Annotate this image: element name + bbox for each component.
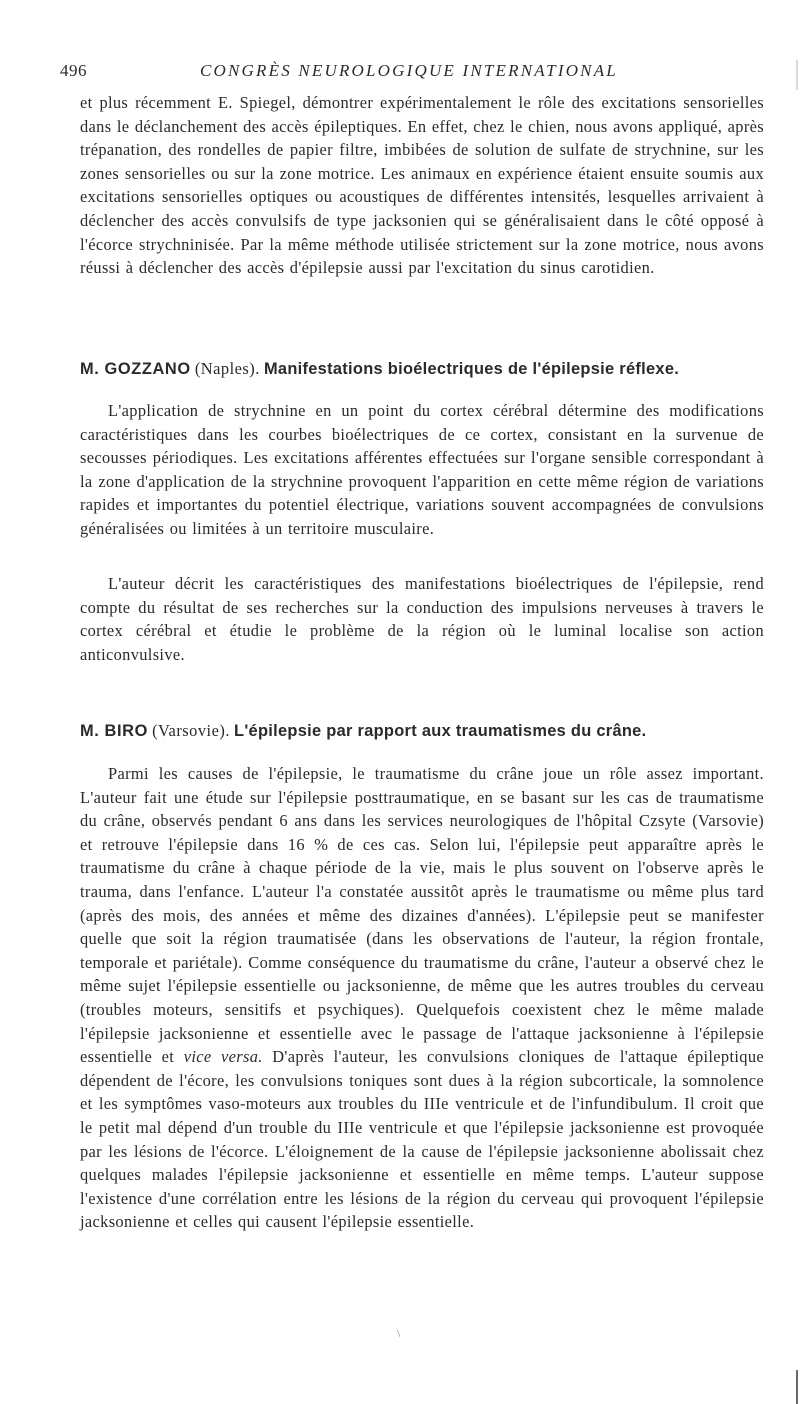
section-title: Manifestations bioélectriques de l'épilepsie réflexe. [263,360,680,378]
author-city: (Varsovie). [152,721,230,740]
section-title: L'épilepsie par rapport aux traumatismes du crâne. [234,722,647,740]
gozzano-paragraph-2: L'auteur décrit les caractéristiques des manifestations bioélectriques de l'épilepsie, rend compte du résultat de ses recherches sur la conduction des impulsions nerveuses à travers le cortex cérébral et étudie le problème de la région où le luminal localise son action anticonvulsive. [80,574,764,664]
section-heading-biro [80,719,770,743]
scan-edge-top [796,60,798,90]
intro-paragraph: et plus récemment E. Spiegel, démontrer expérimentalement le rôle des excitations sensorielles dans le déclanchement des accès épileptiques. En effet, chez le chien, nous avons appliqué, après trépanation, des rondelles de papier filtre, imbibées de solution de sulfate de strychnine, sur les zones sensorielles ou sur la zone motrice. Les animaux en expérience étaient ensuite soumis aux excitations sensorielles optiques ou acoustiques de différentes intensités, lesquelles arrivaient à déclencher des accès convulsifs de type jacksonien qui se généralisaient dans le côté opposé à l'écorce strychninisée. Par la même méthode utilisée strictement sur la zone motrice, nous avons réussi à déclencher des accès d'épilepsie aussi par l'excitation du sinus carotidien. [80,93,764,278]
page-number: 496 [60,61,87,80]
author-name: M. BIRO [80,722,148,740]
biro-paragraph [80,762,764,1234]
author-name: M. GOZZANO [80,360,191,378]
footer-mark: \ [397,1326,401,1340]
latin-phrase: vice versa. [183,1047,263,1067]
biro-text-part-1: Parmi les causes de l'épilepsie, le traumatisme du crâne joue un rôle assez important. L'auteur fait une étude sur l'épilepsie posttraumatique, en se basant sur les cas de traumatisme du crâne, observés pendant 6 ans dans les services neurologiques de l'hôpital Czsyte (Varsovie) et retrouve l'épilepsie dans 16 % de ces cas. Selon lui, l'épilepsie peut apparaître après le traumatisme du crâne à chaque période de la vie, mais le plus souvent on l'observe après le trauma, dans l'enfance. L'auteur l'a constatée aussitôt après le traumatisme ou même plus tard (après des mois, des années et même des dizaines d'années). L'épilepsie peut se manifester quelle que soit la région traumatisée (dans les observations de l'auteur, la région frontale, temporale et pariétale). Comme conséquence du traumatisme du crâne, l'auteur a observé chez le même sujet l'épilepsie essentielle ou jacksonienne, de même que les autres troubles du cerveau (troubles moteurs, sensitifs et psychiques). Quelquefois coexistent chez le même malade l'épilepsie jacksonienne et essentielle avec le passage de l'attaque jacksonienne à l'épilepsie essentielle et [80,764,764,1067]
running-header [60,61,760,85]
journal-title: CONGRÈS NEUROLOGIQUE INTERNATIONAL [200,61,618,80]
section-heading-gozzano [80,357,770,381]
scan-edge-bottom [796,1370,798,1404]
author-city: (Naples). [194,359,260,378]
gozzano-paragraph-1: L'application de strychnine en un point du cortex cérébral détermine des modifications caractéristiques dans les courbes bioélectriques de ce cortex, consistant en la survenue de secousses périodiques. Les excitations afférentes effectuées sur l'organe sensible correspondant à la zone d'application de la strychnine provoquent l'apparition en cette même région de variations rapides et importantes du potentiel électrique, variations souvent accompagnées de convulsions généralisées ou limitées à un territoire musculaire. [80,401,764,538]
biro-text-part-2: D'après l'auteur, les convulsions cloniques de l'attaque épileptique dépendent de l'écore, les convulsions toniques sont dues à la région subcorticale, la somnolence et les symptômes vaso-moteurs aux troubles du IIIe ventricule et de l'infundibulum. Il croit que le petit mal dépend d'un trouble du IIIe ventricule et que l'épilepsie jacksonienne est provoquée par les lésions de l'écorce. L'éloignement de la cause de l'épilepsie jacksonienne abolissait chez quelques malades l'épilepsie jacksonienne et essentielle en même temps. L'auteur suppose l'existence d'une corrélation entre les lésions de la région du cerveau qui provoquent l'épilepsie jacksonienne et celles qui causent l'épilepsie essentielle. [80,1047,764,1232]
